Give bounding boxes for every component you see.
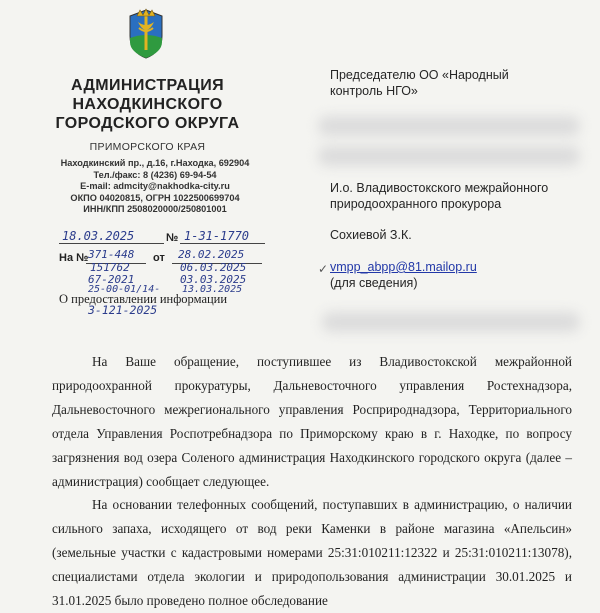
- addressee-second: [330, 180, 548, 212]
- letter-subject: О предоставлении информации: [59, 292, 228, 306]
- org-title-line: ГОРОДСКОГО ОКРУГА: [55, 115, 240, 132]
- org-phone: Тел./факс: 8 (4236) 69-94-54: [93, 169, 217, 180]
- addressee-email-block: [330, 259, 477, 291]
- number-label: №: [166, 232, 179, 244]
- registration-number: 1-31-1770: [184, 229, 250, 243]
- org-contacts: [40, 158, 270, 216]
- addressee-line: И.о. Владивостокского межрайонного: [330, 181, 549, 195]
- ref-number: 25-00-01/14-: [88, 284, 161, 295]
- org-inn: ИНН/КПП 2508020000/250801001: [83, 204, 227, 215]
- registration-date: 18.03.2025: [62, 229, 135, 243]
- org-title-line: АДМИНИСТРАЦИЯ: [70, 77, 225, 94]
- letter-body: [52, 350, 572, 613]
- ref-number: 371-448: [88, 248, 135, 261]
- body-paragraph: На основании телефонных сообщений, поступавших в администрацию, о наличии сильного запаха, исходящего от вод реки Каменки в районе магазина «Апельсин» (земельные участки с кадастровыми номерами 25:31:010211:12322 и 25:31:010211:13078), специалистами отдела экологии и природопользования администрации 30.01.2025 и 31.01.2025 было проведено полное обследование: [52, 497, 572, 609]
- addressee-line: Председателю ОО «Народный: [330, 68, 509, 82]
- addressee-first: [330, 67, 509, 99]
- ref-number: 67-2021: [88, 273, 135, 286]
- org-email: E-mail: admcity@nakhodka-city.ru: [80, 181, 230, 192]
- addressee-email-link[interactable]: vmpp_abpp@81.mailop.ru: [330, 260, 477, 274]
- redacted-line: [322, 312, 580, 332]
- number-underline: [180, 243, 265, 244]
- ref-date: 03.03.2025: [180, 273, 247, 286]
- redacted-line: [318, 116, 580, 136]
- addressee-name: Сохиевой З.К.: [330, 228, 412, 242]
- org-region: ПРИМОРСКОГО КРАЯ: [89, 141, 206, 153]
- ref-date: 06.03.2025: [180, 261, 247, 274]
- org-title-line: НАХОДКИНСКОГО: [72, 96, 223, 113]
- extra-number: 3-121-2025: [88, 303, 158, 317]
- date-underline: [59, 243, 164, 244]
- ref-label: На №: [59, 252, 89, 264]
- from-label: от: [153, 252, 165, 264]
- ref-date: 13.03.2025: [182, 284, 243, 295]
- org-address: Находкинский пр., д.16, г.Находка, 692904: [60, 158, 250, 168]
- org-title: [40, 76, 255, 133]
- addressee-line: природоохранного прокурора: [330, 197, 502, 211]
- ref-date: 28.02.2025: [178, 248, 245, 261]
- addressee-email-note: (для сведения): [330, 276, 418, 290]
- redacted-line: [318, 146, 580, 166]
- checkmark-icon: ✓: [318, 262, 329, 276]
- addressee-line: контроль НГО»: [330, 84, 418, 98]
- coat-of-arms-emblem: [124, 8, 168, 60]
- ref-number: 151762: [90, 261, 130, 274]
- body-paragraph: На Ваше обращение, поступившее из Владивостокской межрайонной природоохранной прокуратуры, Дальневосточного управления Ростехнадзора, Дальневосточного межрегионального управления Росприроднадзора, Территориального отдела Управления Роспотребнадзора по Приморскому краю в г. Находке, по вопросу загрязнения вод озера Соленого администрация Находкинского городского округа (далее – администрация) сообщает следующее.: [52, 354, 572, 489]
- org-okpo: ОКПО 04020815, ОГРН 1022500699704: [70, 192, 240, 203]
